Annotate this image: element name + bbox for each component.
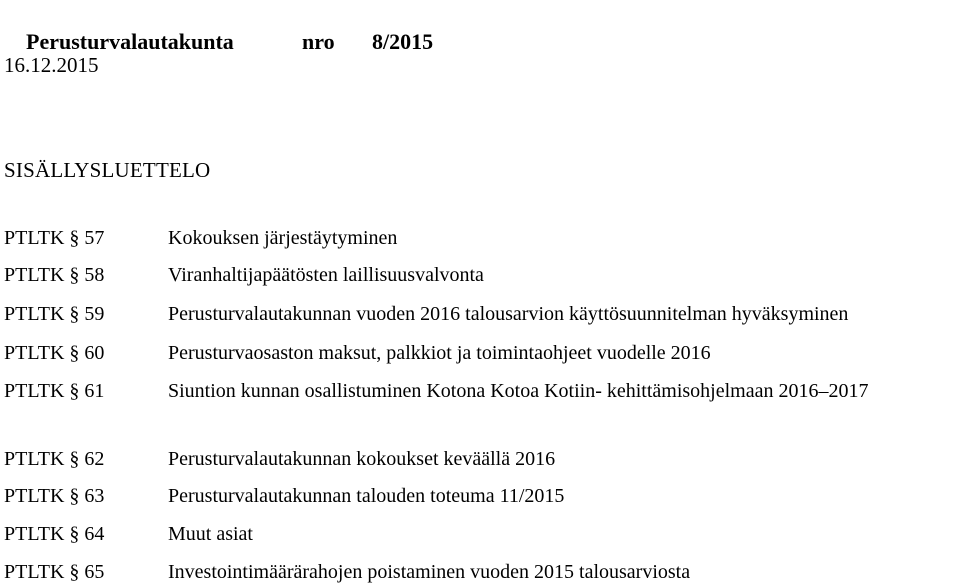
nro-label: nro xyxy=(302,29,335,54)
toc-item-code: PTLTK § 62 xyxy=(4,448,105,470)
toc-item-title: Muut asiat xyxy=(168,523,253,545)
toc-item-code: PTLTK § 59 xyxy=(4,303,105,325)
toc-item-title: Perusturvaosaston maksut, palkkiot ja toimintaohjeet vuodelle 2016 xyxy=(168,342,711,364)
toc-item-code: PTLTK § 57 xyxy=(4,227,105,249)
toc-item-code: PTLTK § 63 xyxy=(4,485,105,507)
toc-item-title: Viranhaltijapäätösten laillisuusvalvonta xyxy=(168,264,484,286)
toc-item-title: Perusturvalautakunnan kokoukset keväällä 2016 xyxy=(168,448,556,470)
toc-item-title: Siuntion kunnan osallistuminen Kotona Kotoa Kotiin- kehittämisohjelmaan 2016–2017 xyxy=(168,380,869,402)
meeting-date: 16.12.2015 xyxy=(4,53,99,77)
toc-item-title: Kokouksen järjestäytyminen xyxy=(168,227,398,249)
board-name: Perusturvalautakunta xyxy=(26,29,234,54)
meeting-number: 8/2015 xyxy=(372,29,434,54)
toc-item-title: Investointimäärärahojen poistaminen vuoden 2015 talousarviosta xyxy=(168,561,691,583)
toc-item-code: PTLTK § 64 xyxy=(4,523,105,545)
toc-item-code: PTLTK § 58 xyxy=(4,264,105,286)
toc-item-code: PTLTK § 60 xyxy=(4,342,105,364)
toc-item-code: PTLTK § 65 xyxy=(4,561,105,583)
toc-title: SISÄLLYSLUETTELO xyxy=(4,158,211,182)
toc-item-title: Perusturvalautakunnan vuoden 2016 talousarvion käyttösuunnitelman hyväksyminen xyxy=(168,303,849,325)
toc-item-title: Perusturvalautakunnan talouden toteuma 11/2015 xyxy=(168,485,565,507)
toc-item-code: PTLTK § 61 xyxy=(4,380,105,402)
